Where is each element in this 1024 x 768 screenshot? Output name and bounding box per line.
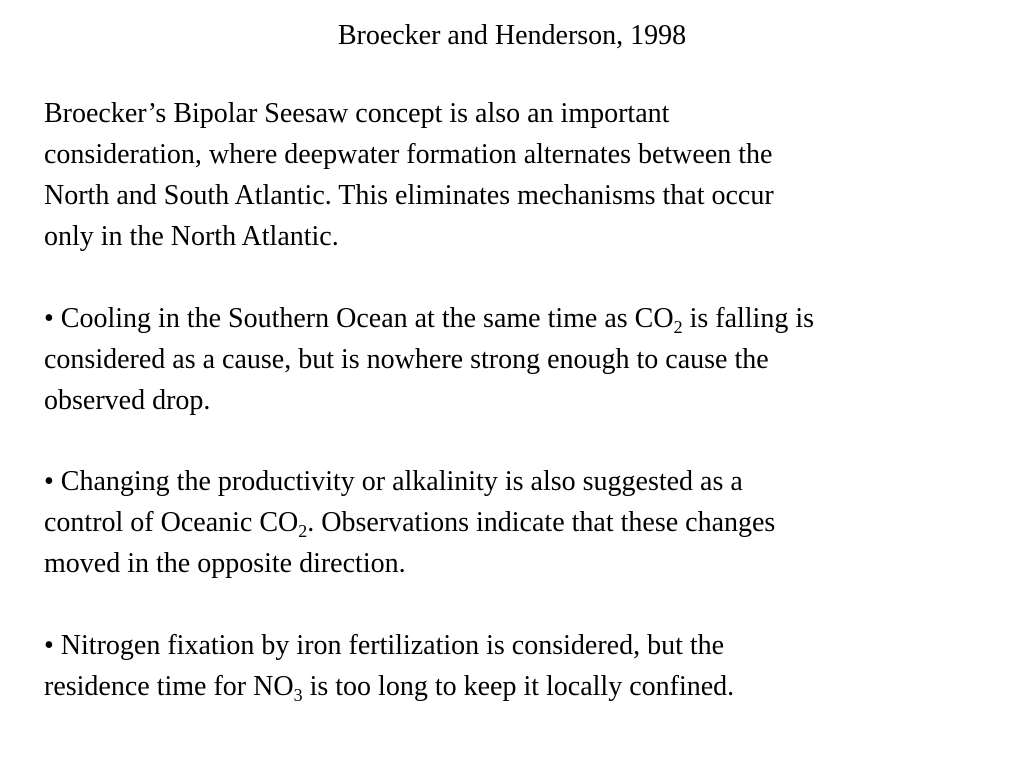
intro-line: only in the North Atlantic. [44, 221, 339, 252]
intro-line: Broecker’s Bipolar Seesaw concept is also an important [44, 98, 670, 129]
bullet-line: considered as a cause, but is nowhere strong enough to cause the [44, 344, 769, 375]
bullet-text: • Cooling in the Southern Ocean at the same time as CO [44, 303, 674, 334]
bullet-productivity-alkalinity [44, 461, 994, 584]
subscript: 2 [673, 317, 683, 337]
intro-line: North and South Atlantic. This eliminates mechanisms that occur [44, 180, 774, 211]
bullet-line: moved in the opposite direction. [44, 548, 406, 579]
bullet-text: control of Oceanic CO [44, 507, 299, 538]
bullet-line: observed drop. [44, 385, 211, 416]
bullet-line [44, 502, 994, 543]
intro-line: consideration, where deepwater formation alternates between the [44, 139, 773, 170]
bullet-line [44, 666, 994, 707]
bullet-line: • Nitrogen fixation by iron fertilization is considered, but the [44, 630, 725, 661]
subscript: 3 [293, 685, 303, 705]
intro-paragraph [44, 93, 994, 257]
bullet-text: is falling is [682, 303, 815, 334]
bullet-text: . Observations indicate that these changes [307, 507, 776, 538]
bullet-text: is too long to keep it locally confined. [302, 671, 735, 702]
bullet-line [44, 298, 994, 339]
slide-title: Broecker and Henderson, 1998 [337, 20, 687, 51]
bullet-line: • Changing the productivity or alkalinity is also suggested as a [44, 466, 743, 497]
bullet-nitrogen-fixation [44, 625, 994, 707]
bullet-text: residence time for NO [44, 671, 294, 702]
subscript: 2 [298, 521, 308, 541]
bullet-southern-ocean-cooling [44, 298, 994, 421]
